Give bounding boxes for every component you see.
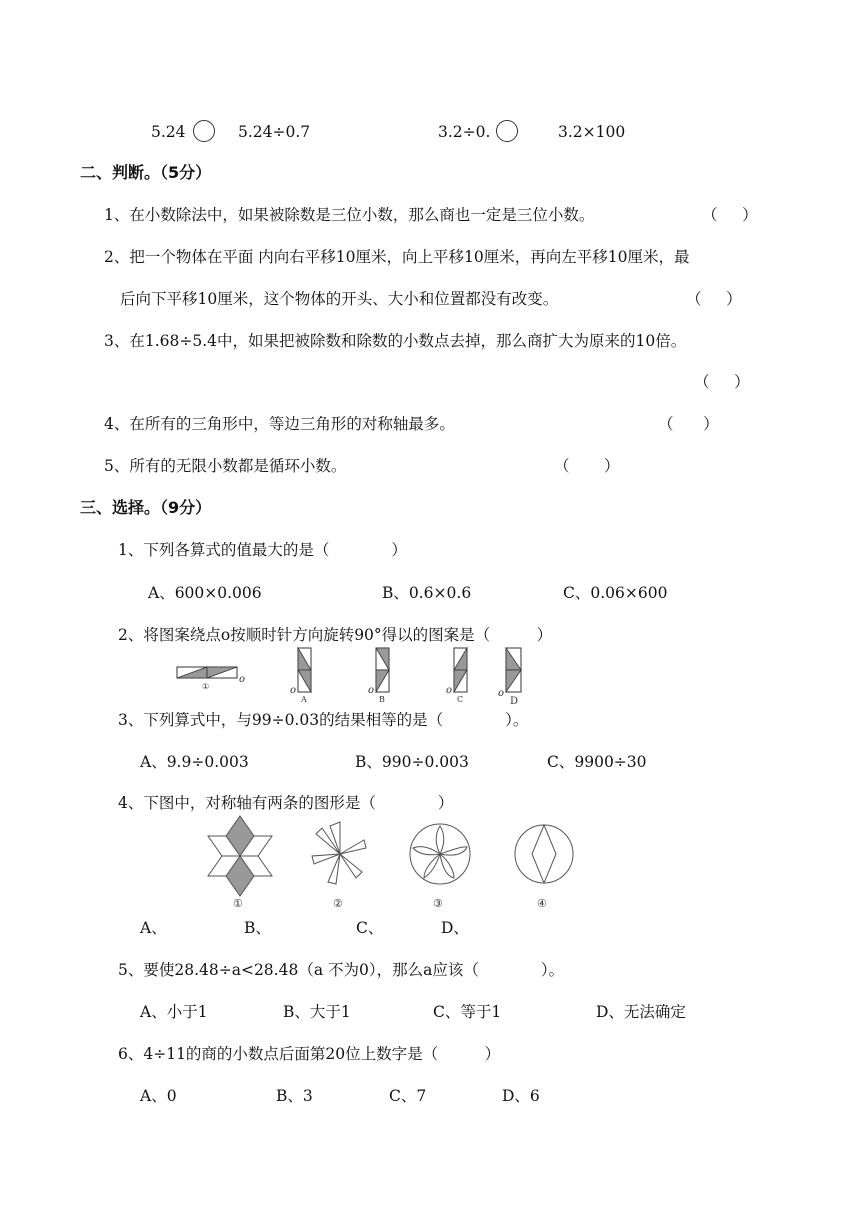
judge-q2-line2: 后向下平移10厘米，这个物体的开头、大小和位置都没有改变。	[120, 290, 559, 308]
rotation-figures	[170, 646, 540, 706]
choice-q6: 6、4÷11的商的小数点后面第20位上数字是（ ）	[118, 1045, 501, 1063]
symmetry-figure-1	[208, 816, 272, 910]
choice-q1-option-c[interactable]: C、0.06×600	[563, 584, 668, 602]
symmetry-label-2: ②	[333, 897, 343, 910]
judge-q5: 5、所有的无限小数都是循环小数。	[104, 457, 347, 475]
rotation-label-a: A	[301, 695, 307, 704]
rotation-option-d-figure[interactable]	[498, 648, 521, 706]
choice-q4: 4、下图中，对称轴有两条的图形是（ ）	[118, 794, 454, 812]
symmetry-figure-3	[410, 824, 470, 910]
rotation-option-a-figure[interactable]	[290, 648, 311, 704]
rotation-a-point: o	[290, 685, 297, 696]
choice-q2: 2、将图案绕点o按顺时针方向旋转90°得以的图案是（ ）	[118, 626, 553, 644]
judge-q2-line1: 2、把一个物体在平面 内向右平移10厘米，向上平移10厘米，再向左平移10厘米，最	[104, 248, 690, 266]
choice-q3-option-c[interactable]: C、9900÷30	[547, 753, 647, 771]
choice-q5-option-b[interactable]: B、大于1	[283, 1003, 351, 1021]
symmetry-figures	[200, 812, 590, 910]
compare-right-b: 3.2×100	[558, 123, 626, 141]
choice-q1: 1、下列各算式的值最大的是（ ）	[118, 541, 407, 559]
section-2-heading: 二、判断。（5分）	[80, 163, 212, 182]
compare-left-b: 5.24÷0.7	[238, 123, 311, 141]
choice-q1-option-b[interactable]: B、0.6×0.6	[382, 584, 472, 602]
rotation-b-point: o	[368, 685, 375, 696]
rotation-c-point: o	[446, 685, 453, 696]
symmetry-label-1: ①	[233, 897, 243, 910]
judge-q4: 4、在所有的三角形中，等边三角形的对称轴最多。	[104, 415, 455, 433]
choice-q1-option-a[interactable]: A、600×0.006	[148, 584, 262, 602]
choice-q6-option-b[interactable]: B、3	[276, 1087, 313, 1105]
choice-q5-option-a[interactable]: A、小于1	[140, 1003, 208, 1021]
judge-q3: 3、在1.68÷5.4中，如果把被除数和除数的小数点去掉，那么商扩大为原来的10倍。	[104, 332, 687, 350]
judge-q4-answer[interactable]: （ ）	[658, 415, 719, 433]
choice-q5-option-d[interactable]: D、无法确定	[596, 1003, 686, 1021]
compare-circle-right[interactable]	[496, 120, 518, 142]
rotation-label-b: B	[379, 695, 385, 704]
choice-q5: 5、要使28.48÷a<28.48（a 不为0），那么a应该（ ）。	[118, 961, 565, 979]
judge-q2-answer[interactable]: （ ）	[686, 290, 742, 308]
symmetry-figure-2	[312, 822, 366, 910]
rotation-option-b-figure[interactable]	[368, 648, 389, 704]
compare-right-a: 3.2÷0.	[438, 123, 491, 141]
choice-q4-option-b[interactable]: B、	[244, 919, 271, 937]
compare-circle-left[interactable]	[193, 120, 215, 142]
rotation-original-figure	[177, 667, 245, 691]
choice-q4-option-a[interactable]: A、	[140, 919, 167, 937]
compare-left-a: 5.24	[151, 123, 186, 141]
choice-q4-option-d[interactable]: D、	[441, 919, 469, 937]
judge-q5-answer[interactable]: （ ）	[554, 457, 620, 475]
choice-q5-option-c[interactable]: C、等于1	[433, 1003, 502, 1021]
rotation-label-c: C	[457, 695, 464, 704]
section-3-heading: 三、选择。（9分）	[80, 498, 212, 517]
symmetry-figure-4	[515, 825, 573, 910]
rotation-option-c-figure[interactable]	[446, 648, 467, 704]
symmetry-label-3: ③	[433, 897, 443, 910]
judge-q1-answer[interactable]: （ ）	[702, 206, 758, 224]
choice-q6-option-c[interactable]: C、7	[389, 1087, 427, 1105]
choice-q6-option-a[interactable]: A、0	[140, 1087, 177, 1105]
rotation-label-d: D	[510, 696, 519, 706]
rotation-label-original: ①	[202, 682, 210, 691]
choice-q3-option-a[interactable]: A、9.9÷0.003	[140, 753, 249, 771]
judge-q3-answer[interactable]: （ ）	[694, 373, 750, 391]
rotation-d-point: o	[498, 688, 505, 699]
symmetry-label-4: ④	[537, 897, 547, 910]
rotation-point-label: o	[239, 674, 246, 685]
choice-q4-option-c[interactable]: C、	[356, 919, 384, 937]
choice-q3-option-b[interactable]: B、990÷0.003	[355, 753, 469, 771]
choice-q6-option-d[interactable]: D、6	[502, 1087, 540, 1105]
judge-q1: 1、在小数除法中，如果被除数是三位小数，那么商也一定是三位小数。	[104, 206, 595, 224]
choice-q3: 3、下列算式中，与99÷0.03的结果相等的是（ ）。	[118, 711, 529, 729]
